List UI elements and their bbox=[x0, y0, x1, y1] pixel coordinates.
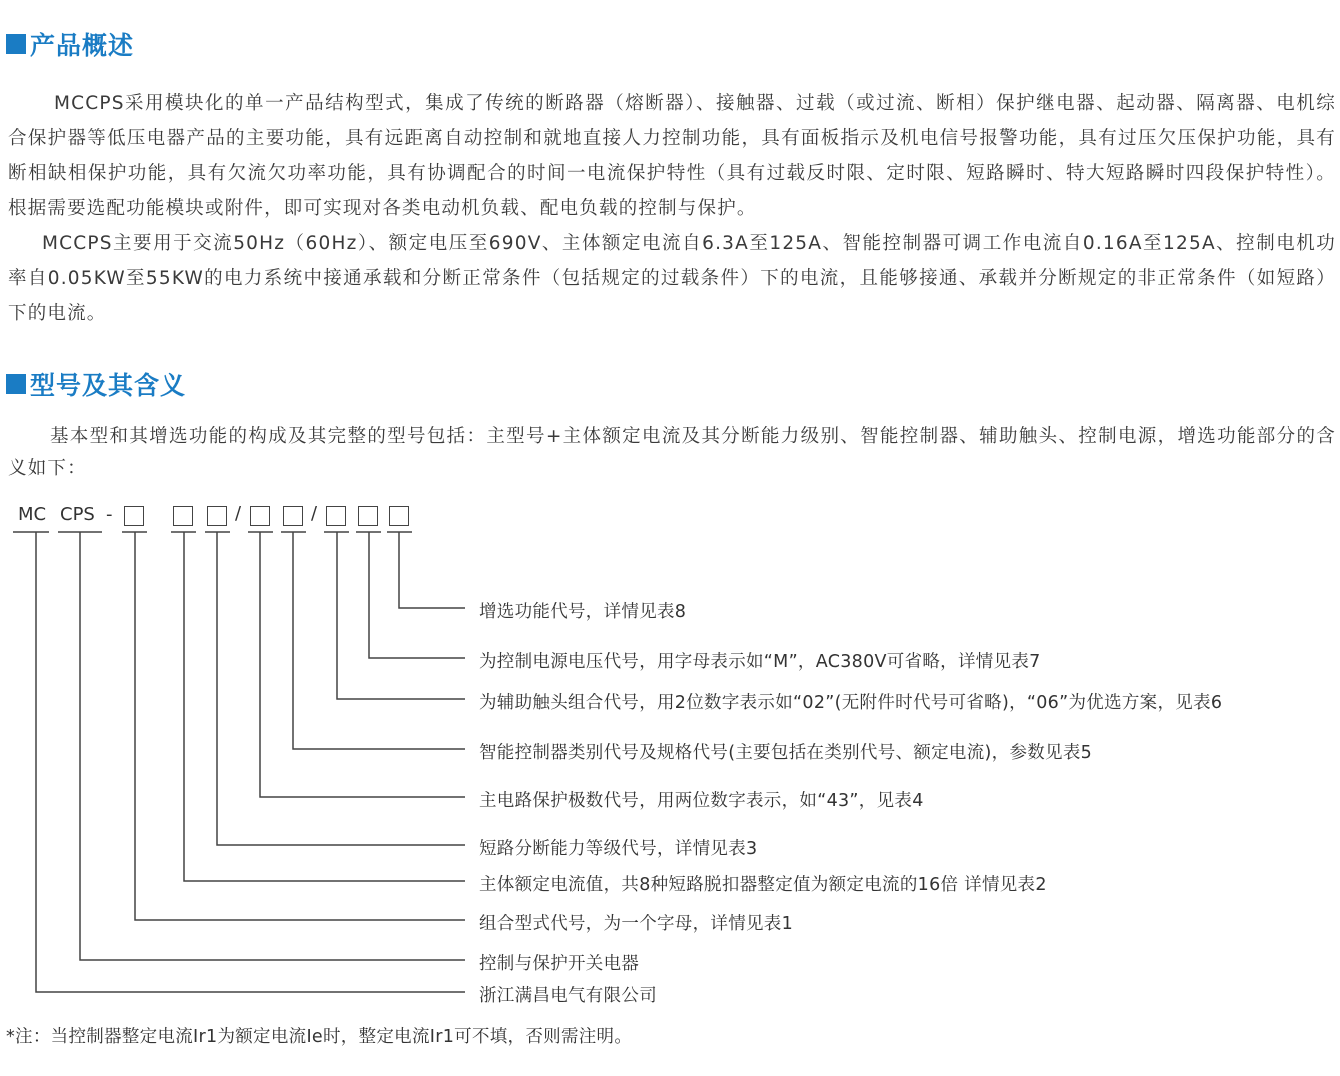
desc-smart-controller: 智能控制器类别代号及规格代号(主要包括在类别代号、额定电流)，参数见表5 bbox=[479, 743, 1093, 763]
desc-rated-current: 主体额定电流值，共8种短路脱扣器整定值为额定电流的16倍 详情见表2 bbox=[479, 875, 1047, 895]
desc-combination-type: 组合型式代号，为一个字母，详情见表1 bbox=[479, 914, 794, 934]
model-intro: 基本型和其增选功能的构成及其完整的型号包括：主型号+主体额定电流及其分断能力级别、智能控制器、辅助触头、控制电源，增选功能部分的含义如下： bbox=[8, 426, 1336, 479]
desc-device-name: 控制与保护开关电器 bbox=[479, 954, 640, 974]
desc-addon-function: 增选功能代号，详情见表8 bbox=[479, 602, 687, 622]
overview-paragraph-1: MCCPS采用模块化的单一产品结构型式，集成了传统的断路器（熔断器）、接触器、过载（或过流、断相）保护继电器、起动器、隔离器、电机综合保护器等低压电器产品的主要功能，具有远距离自动控制和就地直接人力控制功能，具有面板指示及机电信号报警功能，具有过压欠压保护功能，具有断相缺相保护功能，具有欠流欠功率功能，具有协调配合的时间一电流保护特性（具有过载反时限、定时限、短路瞬时、特大短路瞬时四段保护特性）。根据需要选配功能模块或附件，即可实现对各类电动机负载、配电负载的控制与保护。 bbox=[8, 93, 1336, 219]
code-mc: MC bbox=[18, 504, 47, 525]
overview-title-text: 产品概述 bbox=[30, 31, 135, 60]
desc-poles: 主电路保护极数代号，用两位数字表示，如“43”，见表4 bbox=[479, 791, 924, 811]
code-slash-1: / bbox=[235, 503, 242, 524]
model-title-text: 型号及其含义 bbox=[30, 371, 187, 400]
code-cps: CPS bbox=[60, 504, 95, 525]
desc-control-voltage: 为控制电源电压代号，用字母表示如“M”，AC380V可省略，详情见表7 bbox=[479, 652, 1041, 672]
footnote: *注：当控制器整定电流Ir1为额定电流Ie时，整定电流Ir1可不填，否则需注明。 bbox=[6, 1027, 633, 1047]
desc-company: 浙江满昌电气有限公司 bbox=[479, 986, 657, 1006]
code-dash: - bbox=[106, 504, 113, 525]
code-slash-2: / bbox=[311, 503, 318, 524]
desc-breaking-capacity: 短路分断能力等级代号，详情见表3 bbox=[479, 839, 758, 859]
desc-aux-contact: 为辅助触头组合代号，用2位数字表示如“02”(无附件时代号可省略)，“06”为优选方案，见表6 bbox=[479, 693, 1223, 713]
overview-paragraph-2: MCCPS主要用于交流50Hz（60Hz）、额定电压至690V、主体额定电流自6.3A至125A、智能控制器可调工作电流自0.16A至125A、控制电机功率自0.05KW至55KW的电力系统中接通承载和分断正常条件（包括规定的过载条件）下的电流，且能够接通、承载并分断规定的非正常条件（如短路）下的电流。 bbox=[8, 233, 1336, 324]
